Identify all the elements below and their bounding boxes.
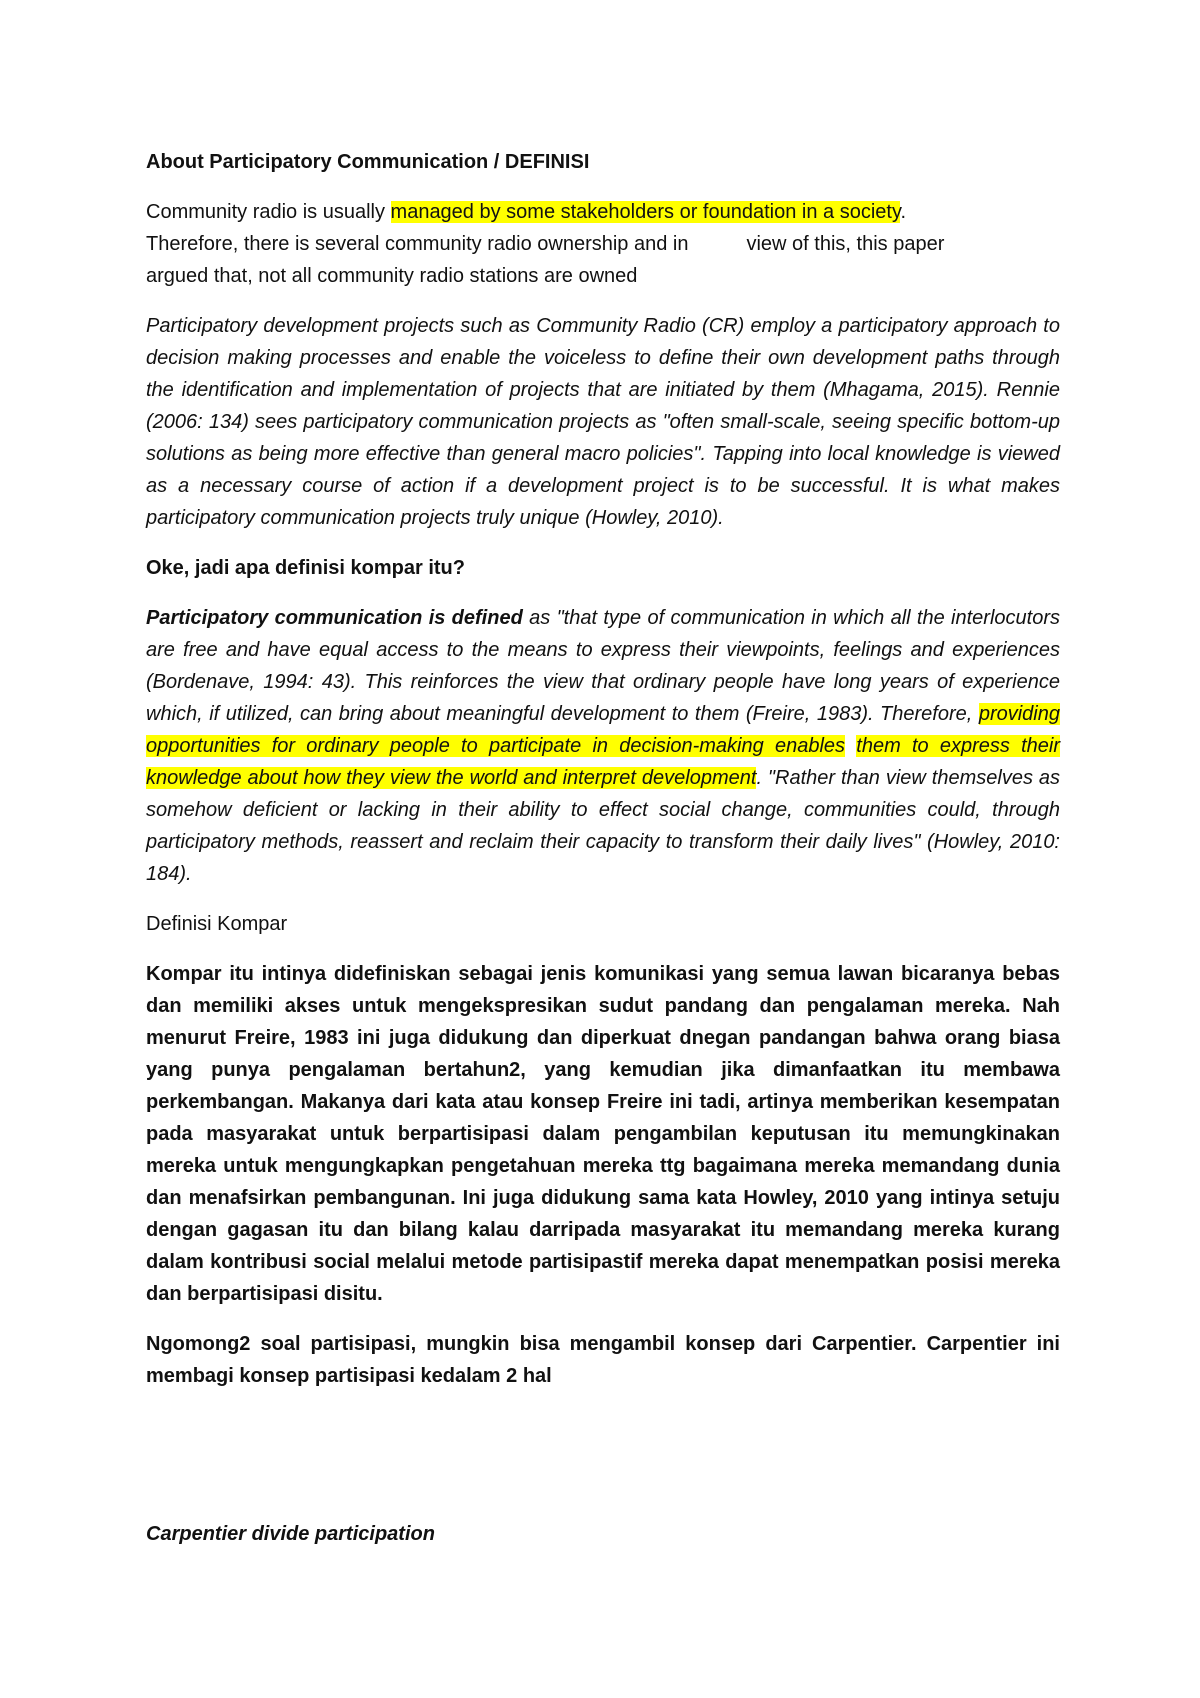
- highlighted-text: managed by some stakeholders or foundation in a society: [390, 201, 901, 223]
- text-run: [845, 735, 856, 757]
- text-run: view of this, this paper: [746, 233, 945, 255]
- text-run: Therefore, there is several community radio ownership and in: [146, 233, 689, 255]
- paragraph-carpentier: Ngomong2 soal partisipasi, mungkin bisa mengambil konsep dari Carpentier. Carpentier ini membagi konsep partisipasi kedalam 2 hal: [146, 1333, 1060, 1387]
- document-title: About Participatory Communication / DEFINISI: [146, 151, 590, 173]
- paragraph-community-radio: [146, 196, 1060, 292]
- heading-carpentier-divide: Carpentier divide participation: [146, 1523, 435, 1545]
- text-run: Community radio is usually: [146, 201, 391, 223]
- paragraph-participatory-projects: Participatory development projects such as Community Radio (CR) employ a participatory approach to decision making processes and enable the voiceless to define their own development paths through the identification and implementation of projects that are initiated by them (Mhagama, 2015). Rennie (2006: 134) sees participatory communication projects as "often small-scale, seeing specific bottom-up solutions as being more effective than general macro policies". Tapping into local knowledge is viewed as a necessary course of action if a development project is to be successful. It is what makes participatory communication projects truly unique (Howley, 2010).: [146, 315, 1060, 529]
- highlighted-text: them to express their knowledge about how they view the world and interpret development: [146, 735, 1061, 789]
- document-body: [146, 146, 1060, 1550]
- blank-space: [146, 1410, 1060, 1518]
- highlighted-text: providing opportunities for ordinary people to participate in decision-making enables: [146, 703, 1060, 757]
- text-run: argued that, not all community radio stations are owned: [146, 265, 638, 287]
- section-heading-oke: Oke, jadi apa definisi kompar itu?: [146, 557, 465, 579]
- paragraph-definition: [146, 602, 1060, 890]
- text-run: as "that type of communication in which all the interlocutors are free and have equal access to the means to express their viewpoints, feelings and experiences (Bordenave, 1994: 43). This reinforces the view that ordinary people have long years of experience which, if utilized, can bring about meaningful development to them (Freire, 1983). Therefore,: [146, 607, 1060, 725]
- text-run: .: [900, 201, 907, 223]
- text-run: . "Rather than view themselves as somehow deficient or lacking in their ability to effect social change, communities could, through participatory methods, reassert and reclaim their capacity to transform their daily lives" (Howley, 2010: 184).: [146, 767, 1060, 885]
- paragraph-kompar: Kompar itu intinya didefiniskan sebagai jenis komunikasi yang semua lawan bicaranya bebas dan memiliki akses untuk mengekspresikan sudut pandang dan pengalaman mereka. Nah menurut Freire, 1983 ini juga didukung dan diperkuat dnegan pandangan bahwa orang biasa yang punya pengalaman bertahun2, yang kemudian jika dimanfaatkan itu membawa perkembangan. Makanya dari kata atau konsep Freire ini tadi, artinya memberikan kesempatan pada masyarakat untuk berpartisipasi dalam pengambilan keputusan itu memungkinakan mereka untuk mengungkapkan pengetahuan mereka ttg bagaimana mereka memandang dunia dan menafsirkan pembangunan. Ini juga didukung sama kata Howley, 2010 yang intinya setuju dengan gagasan itu dan bilang kalau darripada masyarakat itu memandang mereka kurang dalam kontribusi social melalui metode partisipastif mereka dapat menempatkan posisi mereka dan berpartisipasi disitu.: [146, 963, 1060, 1305]
- section-heading-definisi: Definisi Kompar: [146, 913, 288, 935]
- bold-term: Participatory communication is defined: [146, 607, 523, 629]
